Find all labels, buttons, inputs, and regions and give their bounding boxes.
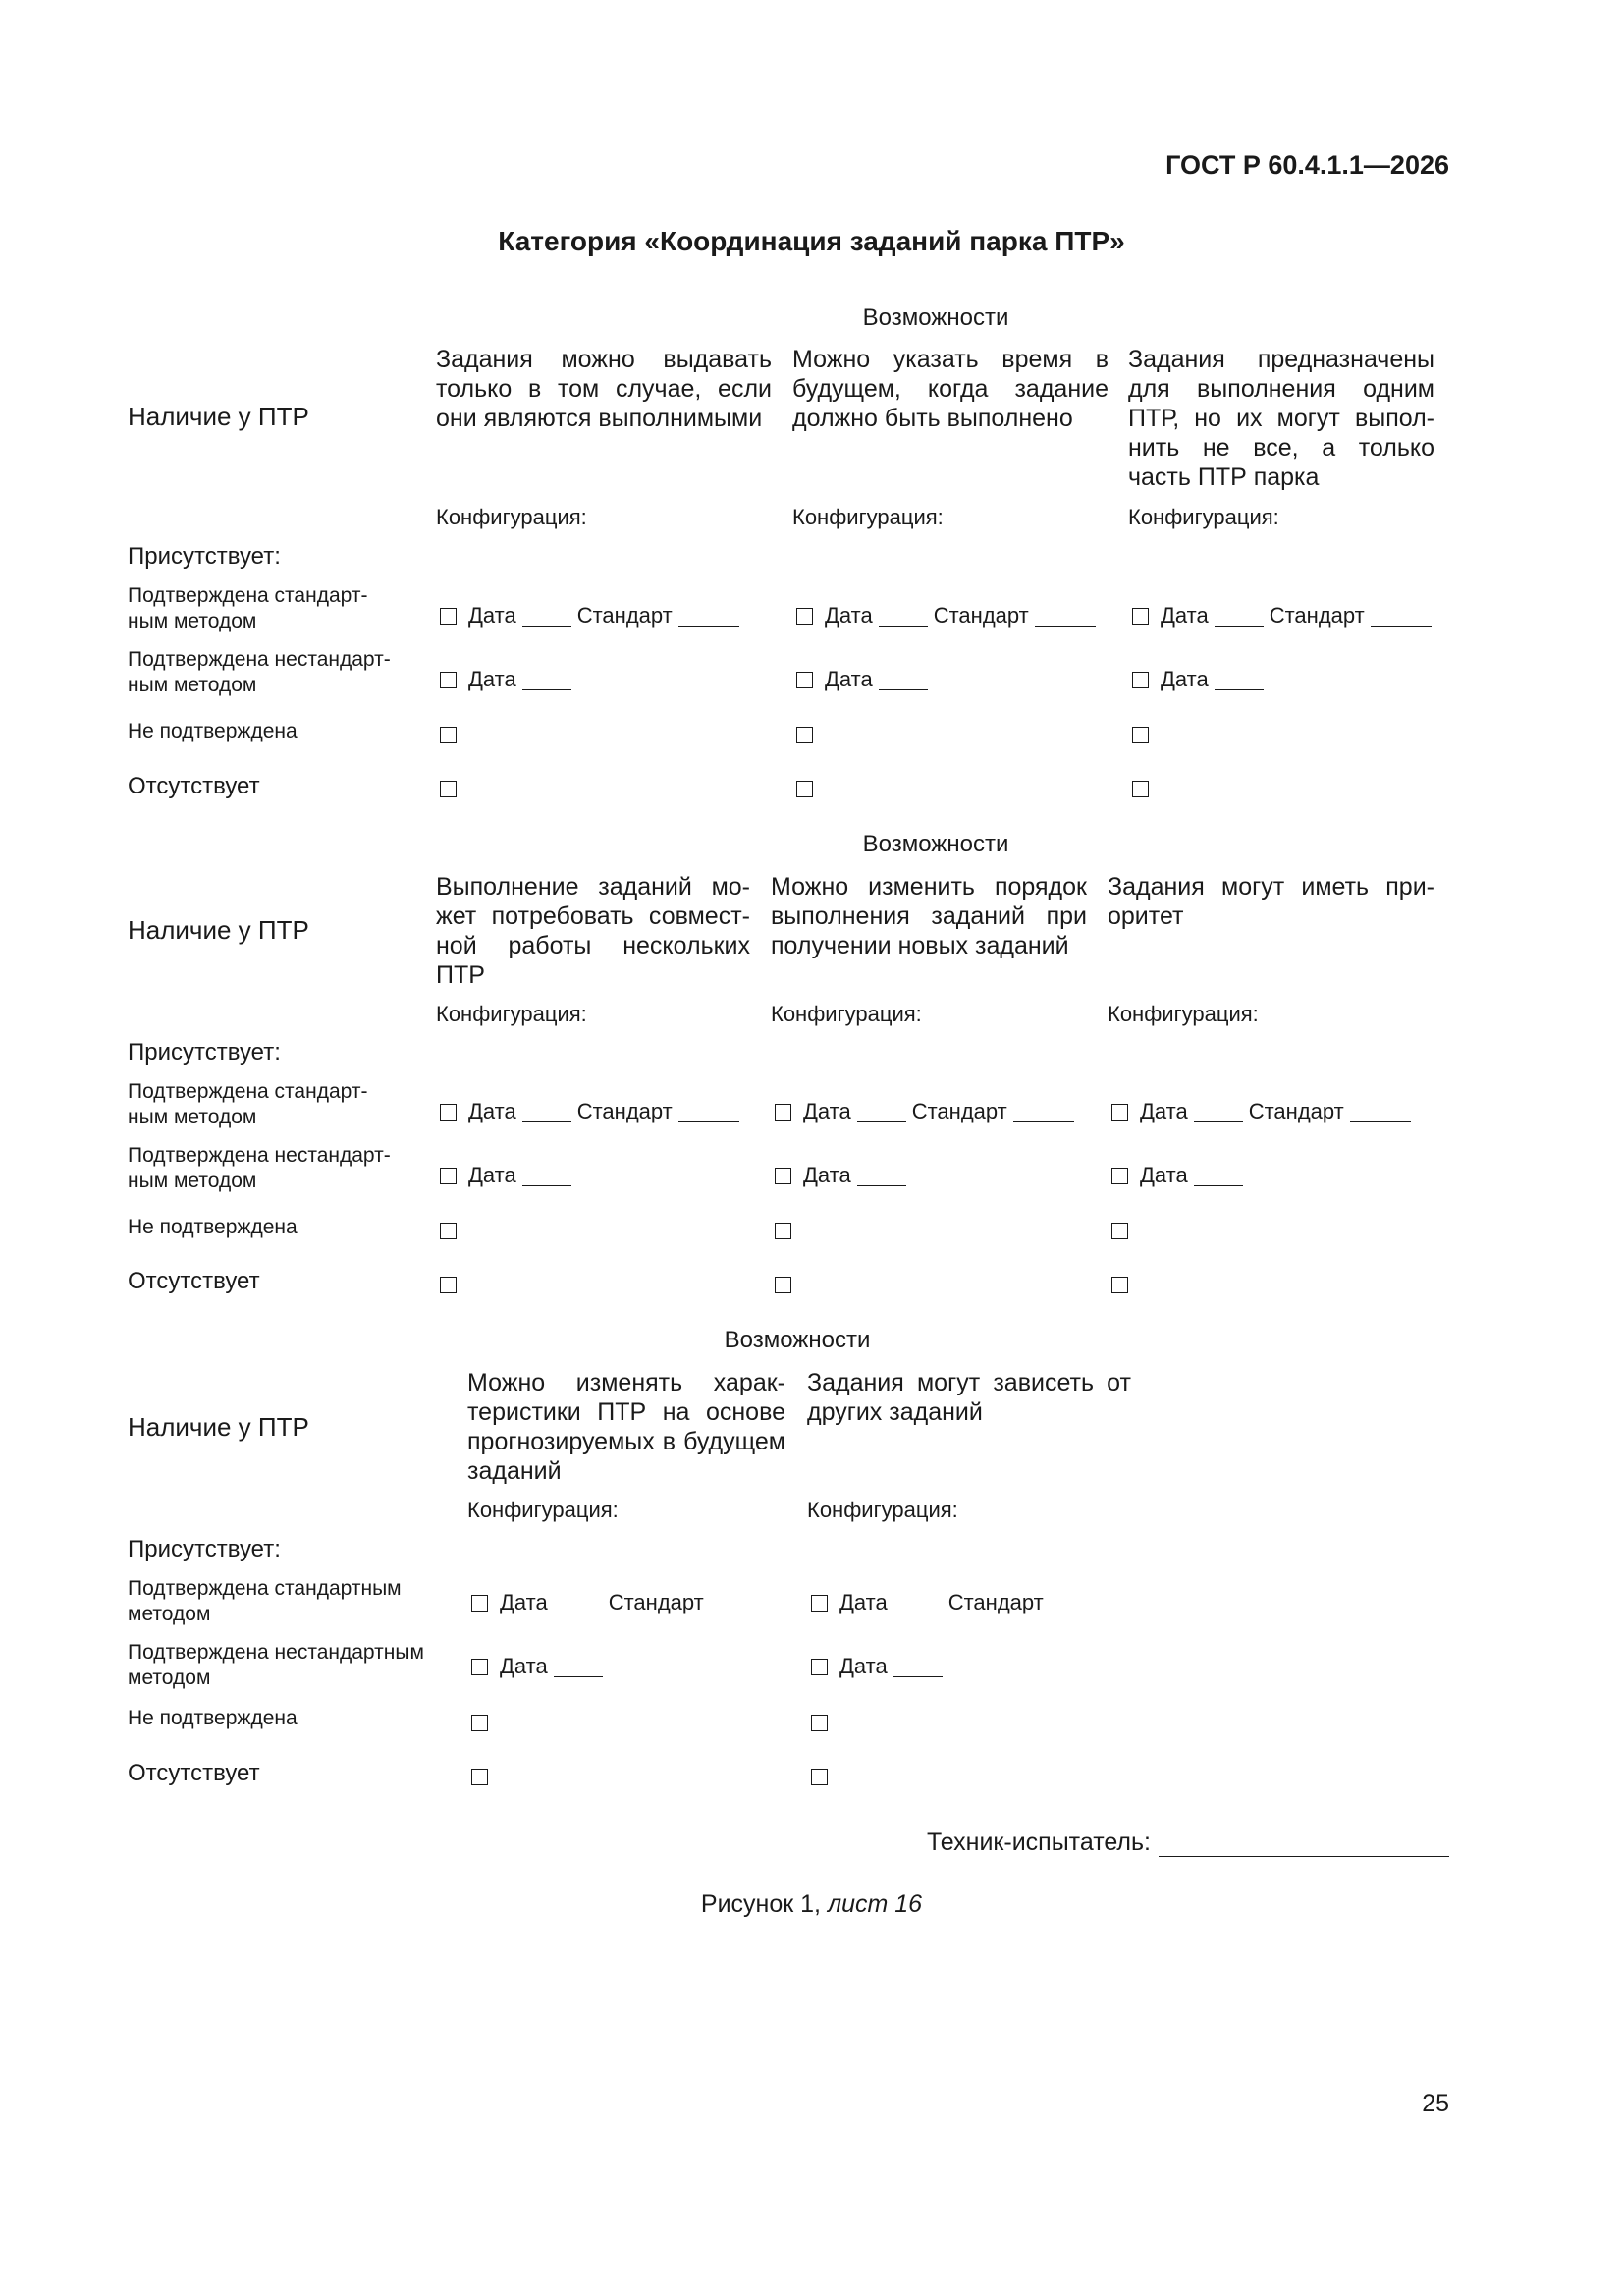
absent-entry [440, 781, 468, 797]
confirmed-nonstandard-label: Подтверждена нестандарт- ным методом [128, 1144, 391, 1192]
confirmed-standard-label: Подтверждена стандартным методом [128, 1577, 402, 1625]
capability-3-2: Задания могут зависеть от других заданий [807, 1369, 1131, 1426]
date-field[interactable] [1194, 1166, 1243, 1186]
checkbox[interactable] [440, 1277, 457, 1293]
present-label: Присутствует: [128, 543, 281, 570]
confirmed-standard-entry: Дата Стандарт [1111, 1099, 1417, 1124]
absent-entry [775, 1277, 803, 1293]
figure-sheet: лист 16 [827, 1890, 923, 1918]
date-field[interactable] [1215, 606, 1264, 627]
date-field[interactable] [879, 670, 928, 690]
config-label: Конфигурация: [1108, 1002, 1259, 1026]
confirmed-standard-entry: Дата Стандарт [775, 1099, 1080, 1124]
page-number: 25 [1422, 2090, 1449, 2117]
confirmed-nonstandard-entry: Дата [440, 667, 577, 692]
checkbox[interactable] [440, 781, 457, 797]
checkbox[interactable] [775, 1223, 791, 1239]
absent-entry [471, 1769, 500, 1785]
standard-field[interactable] [1013, 1102, 1074, 1122]
capability-2-3: Задания могут иметь при-оритет [1108, 873, 1434, 930]
not-confirmed-entry [796, 727, 825, 743]
checkbox[interactable] [775, 1277, 791, 1293]
checkbox[interactable] [471, 1659, 488, 1675]
checkbox[interactable] [1111, 1223, 1128, 1239]
standard-field[interactable] [678, 606, 739, 627]
checkbox[interactable] [796, 781, 813, 797]
checkbox[interactable] [440, 672, 457, 688]
checkbox[interactable] [440, 1168, 457, 1184]
date-field[interactable] [857, 1166, 906, 1186]
not-confirmed-entry [440, 727, 468, 743]
date-field[interactable] [522, 670, 571, 690]
not-confirmed-entry [775, 1223, 803, 1239]
checkbox[interactable] [471, 1715, 488, 1731]
capability-2-2: Можно изменить порядок выполнения заданий при получении новых заданий [771, 873, 1087, 959]
checkbox[interactable] [471, 1595, 488, 1612]
confirmed-nonstandard-entry: Дата [1111, 1163, 1249, 1188]
checkbox[interactable] [1111, 1168, 1128, 1184]
not-confirmed-entry [1111, 1223, 1140, 1239]
checkbox[interactable] [471, 1769, 488, 1785]
date-field[interactable] [522, 1166, 571, 1186]
checkbox[interactable] [1111, 1277, 1128, 1293]
not-confirmed-entry [471, 1715, 500, 1731]
signature-field[interactable] [1159, 1831, 1449, 1857]
not-confirmed-entry [1132, 727, 1161, 743]
availability-label: Наличие у ПТР [128, 1412, 309, 1442]
confirmed-standard-entry: Дата Стандарт [440, 1099, 745, 1124]
not-confirmed-label: Не подтверждена [128, 1707, 298, 1729]
capability-1-3: Задания предназначены для выполнения одним ПТР, но их могут выпол-нить не все, а только часть ПТР парка [1128, 346, 1434, 491]
confirmed-standard-entry: Дата Стандарт [811, 1590, 1116, 1615]
capability-1-2: Можно указать время в будущем, когда задание должно быть выполнено [792, 346, 1109, 432]
confirmed-standard-entry: Дата Стандарт [1132, 603, 1437, 629]
absent-label: Отсутствует [128, 1268, 260, 1294]
date-field[interactable] [857, 1102, 906, 1122]
not-confirmed-label: Не подтверждена [128, 720, 298, 742]
confirmed-standard-entry: Дата Стандарт [440, 603, 745, 629]
config-label: Конфигурация: [436, 505, 587, 529]
absent-entry [811, 1769, 839, 1785]
date-field[interactable] [554, 1593, 603, 1613]
checkbox[interactable] [796, 727, 813, 743]
confirmed-nonstandard-entry: Дата [811, 1654, 948, 1679]
checkbox[interactable] [440, 1104, 457, 1121]
date-field[interactable] [879, 606, 928, 627]
checkbox[interactable] [811, 1659, 828, 1675]
capability-1-1: Задания можно выдавать только в том случае, если они являются выполнимыми [436, 346, 772, 432]
not-confirmed-entry [811, 1715, 839, 1731]
confirmed-standard-entry: Дата Стандарт [796, 603, 1102, 629]
checkbox[interactable] [440, 727, 457, 743]
confirmed-nonstandard-label: Подтверждена нестандартным методом [128, 1641, 424, 1689]
confirmed-standard-label: Подтверждена стандарт- ным методом [128, 1080, 368, 1128]
present-label: Присутствует: [128, 1536, 281, 1562]
checkbox[interactable] [1132, 727, 1149, 743]
config-label: Конфигурация: [467, 1498, 619, 1522]
confirmed-standard-entry: Дата Стандарт [471, 1590, 777, 1615]
checkbox[interactable] [1132, 608, 1149, 625]
standard-field[interactable] [1050, 1593, 1110, 1613]
checkbox[interactable] [440, 1223, 457, 1239]
not-confirmed-entry [440, 1223, 468, 1239]
date-field[interactable] [1194, 1102, 1243, 1122]
category-title: Категория «Координация заданий парка ПТР» [498, 226, 1125, 256]
not-confirmed-label: Не подтверждена [128, 1216, 298, 1238]
confirmed-nonstandard-entry: Дата [796, 667, 934, 692]
checkbox[interactable] [811, 1769, 828, 1785]
date-field[interactable] [1215, 670, 1264, 690]
checkbox[interactable] [796, 608, 813, 625]
absent-entry [796, 781, 825, 797]
config-label: Конфигурация: [1128, 505, 1279, 529]
date-field[interactable] [554, 1657, 603, 1677]
standard-field[interactable] [678, 1102, 739, 1122]
standard-field[interactable] [1350, 1102, 1411, 1122]
absent-entry [1111, 1277, 1140, 1293]
capability-3-1: Можно изменять харак-теристики ПТР на основе прогнозируемых в будущем заданий [467, 1369, 785, 1485]
confirmed-nonstandard-label: Подтверждена нестандарт- ным методом [128, 648, 391, 696]
config-label: Конфигурация: [807, 1498, 958, 1522]
date-field[interactable] [893, 1593, 943, 1613]
absent-entry [440, 1277, 468, 1293]
confirmed-nonstandard-entry: Дата [1132, 667, 1270, 692]
date-field[interactable] [893, 1657, 943, 1677]
date-field[interactable] [522, 1102, 571, 1122]
standard-field[interactable] [710, 1593, 771, 1613]
checkbox[interactable] [1132, 672, 1149, 688]
figure-caption: Рисунок 1, лист 16 [700, 1890, 923, 1918]
capability-2-1: Выполнение заданий мо-жет потребовать совмест-ной работы нескольких ПТР [436, 873, 750, 989]
standard-field[interactable] [1371, 606, 1432, 627]
confirmed-standard-label: Подтверждена стандарт- ным методом [128, 584, 368, 632]
signature-line [927, 1829, 1449, 1857]
confirmed-nonstandard-entry: Дата [471, 1654, 609, 1679]
checkbox[interactable] [811, 1595, 828, 1612]
confirmed-nonstandard-entry: Дата [440, 1163, 577, 1188]
config-label: Конфигурация: [771, 1002, 922, 1026]
availability-label: Наличие у ПТР [128, 402, 309, 431]
standard-field[interactable] [1035, 606, 1096, 627]
checkbox[interactable] [775, 1168, 791, 1184]
absent-label: Отсутствует [128, 773, 260, 799]
absent-label: Отсутствует [128, 1760, 260, 1786]
present-label: Присутствует: [128, 1039, 281, 1066]
standard-number: ГОСТ Р 60.4.1.1—2026 [1165, 150, 1449, 180]
checkbox[interactable] [440, 608, 457, 625]
confirmed-nonstandard-entry: Дата [775, 1163, 912, 1188]
date-field[interactable] [522, 606, 571, 627]
checkbox[interactable] [1111, 1104, 1128, 1121]
signature-label: Техник-испытатель: [926, 1829, 1151, 1856]
config-label: Конфигурация: [436, 1002, 587, 1026]
checkbox[interactable] [1132, 781, 1149, 797]
config-label: Конфигурация: [792, 505, 944, 529]
checkbox[interactable] [775, 1104, 791, 1121]
checkbox[interactable] [811, 1715, 828, 1731]
absent-entry [1132, 781, 1161, 797]
availability-label: Наличие у ПТР [128, 915, 309, 945]
checkbox[interactable] [796, 672, 813, 688]
